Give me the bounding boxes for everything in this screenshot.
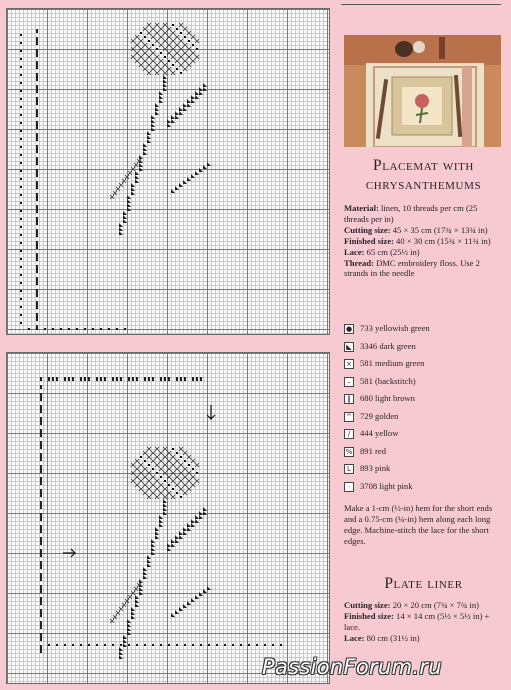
plate-lace-spec: Lace: 80 cm (31½ in): [344, 632, 420, 643]
placemat-title-line-1: Placemat with: [373, 157, 474, 174]
key-label: 891 red: [360, 445, 387, 456]
key-symbol: ●: [345, 325, 353, 333]
placemat-specs: [344, 203, 504, 279]
thread-spec: Thread: DMC embroidery floss. Use 2 strands in the needle: [344, 257, 480, 279]
key-symbol: ‖: [344, 394, 354, 404]
plate-cutting-size-spec: Cutting size: 20 × 20 cm (7¾ × 7¾ in): [344, 600, 480, 610]
finished-size-spec: Finished size: 40 × 30 cm (15¾ × 11¾ in): [344, 235, 491, 246]
key-label: 581 (backstitch): [360, 375, 416, 386]
lace-spec: Lace: 65 cm (25½ in): [344, 246, 420, 257]
placemat-cross-stitch-chart: [6, 8, 330, 335]
plate-liner-chart-symbols: [7, 353, 329, 683]
plate-finished-size-spec: Finished size: 14 × 14 cm (5½ × 5½ in) + lace.: [344, 610, 490, 632]
placemat-photo: [344, 35, 501, 147]
instructions-column: [341, 0, 505, 690]
key-label: 733 yellowish green: [360, 323, 430, 333]
key-symbol: %: [345, 447, 353, 456]
plate-liner-specs: [344, 600, 504, 644]
key-symbol: ·: [344, 482, 354, 492]
top-rule: [341, 4, 501, 5]
key-label: 581 medium green: [360, 358, 425, 368]
key-label: 729 golden: [360, 410, 399, 421]
site-watermark: PassionForum.ru: [262, 655, 442, 679]
key-symbol: –: [344, 377, 354, 387]
material-spec: Material: linen, 10 threads per cm (25 threads per in): [344, 203, 478, 224]
key-label: 893 pink: [360, 463, 391, 473]
key-symbol: ×: [344, 359, 354, 369]
key-label: 3708 light pink: [360, 480, 413, 491]
key-symbol: ^: [344, 412, 354, 422]
color-key: [344, 322, 504, 498]
placemat-title-line-2: chrysanthemums: [365, 176, 482, 193]
plate-liner-title: Plate liner: [384, 575, 463, 592]
hem-instructions: Make a 1-cm (½-in) hem for the short ends and a 0.75-cm (¼-in) hem along each long edge. Machine-stitch the lace for the short edges.: [344, 503, 493, 546]
key-symbol: ◣: [344, 342, 354, 352]
key-symbol: /: [344, 429, 354, 439]
key-symbol: L: [344, 464, 354, 474]
plate-liner-cross-stitch-chart: [6, 352, 330, 684]
cutting-size-spec: Cutting size: 45 × 35 cm (17¾ × 13¾ in): [344, 224, 488, 235]
placemat-chart-symbols: [7, 9, 329, 334]
key-label: 444 yellow: [360, 428, 399, 438]
key-label: 3346 dark green: [360, 340, 416, 351]
key-label: 680 light brown: [360, 393, 415, 403]
